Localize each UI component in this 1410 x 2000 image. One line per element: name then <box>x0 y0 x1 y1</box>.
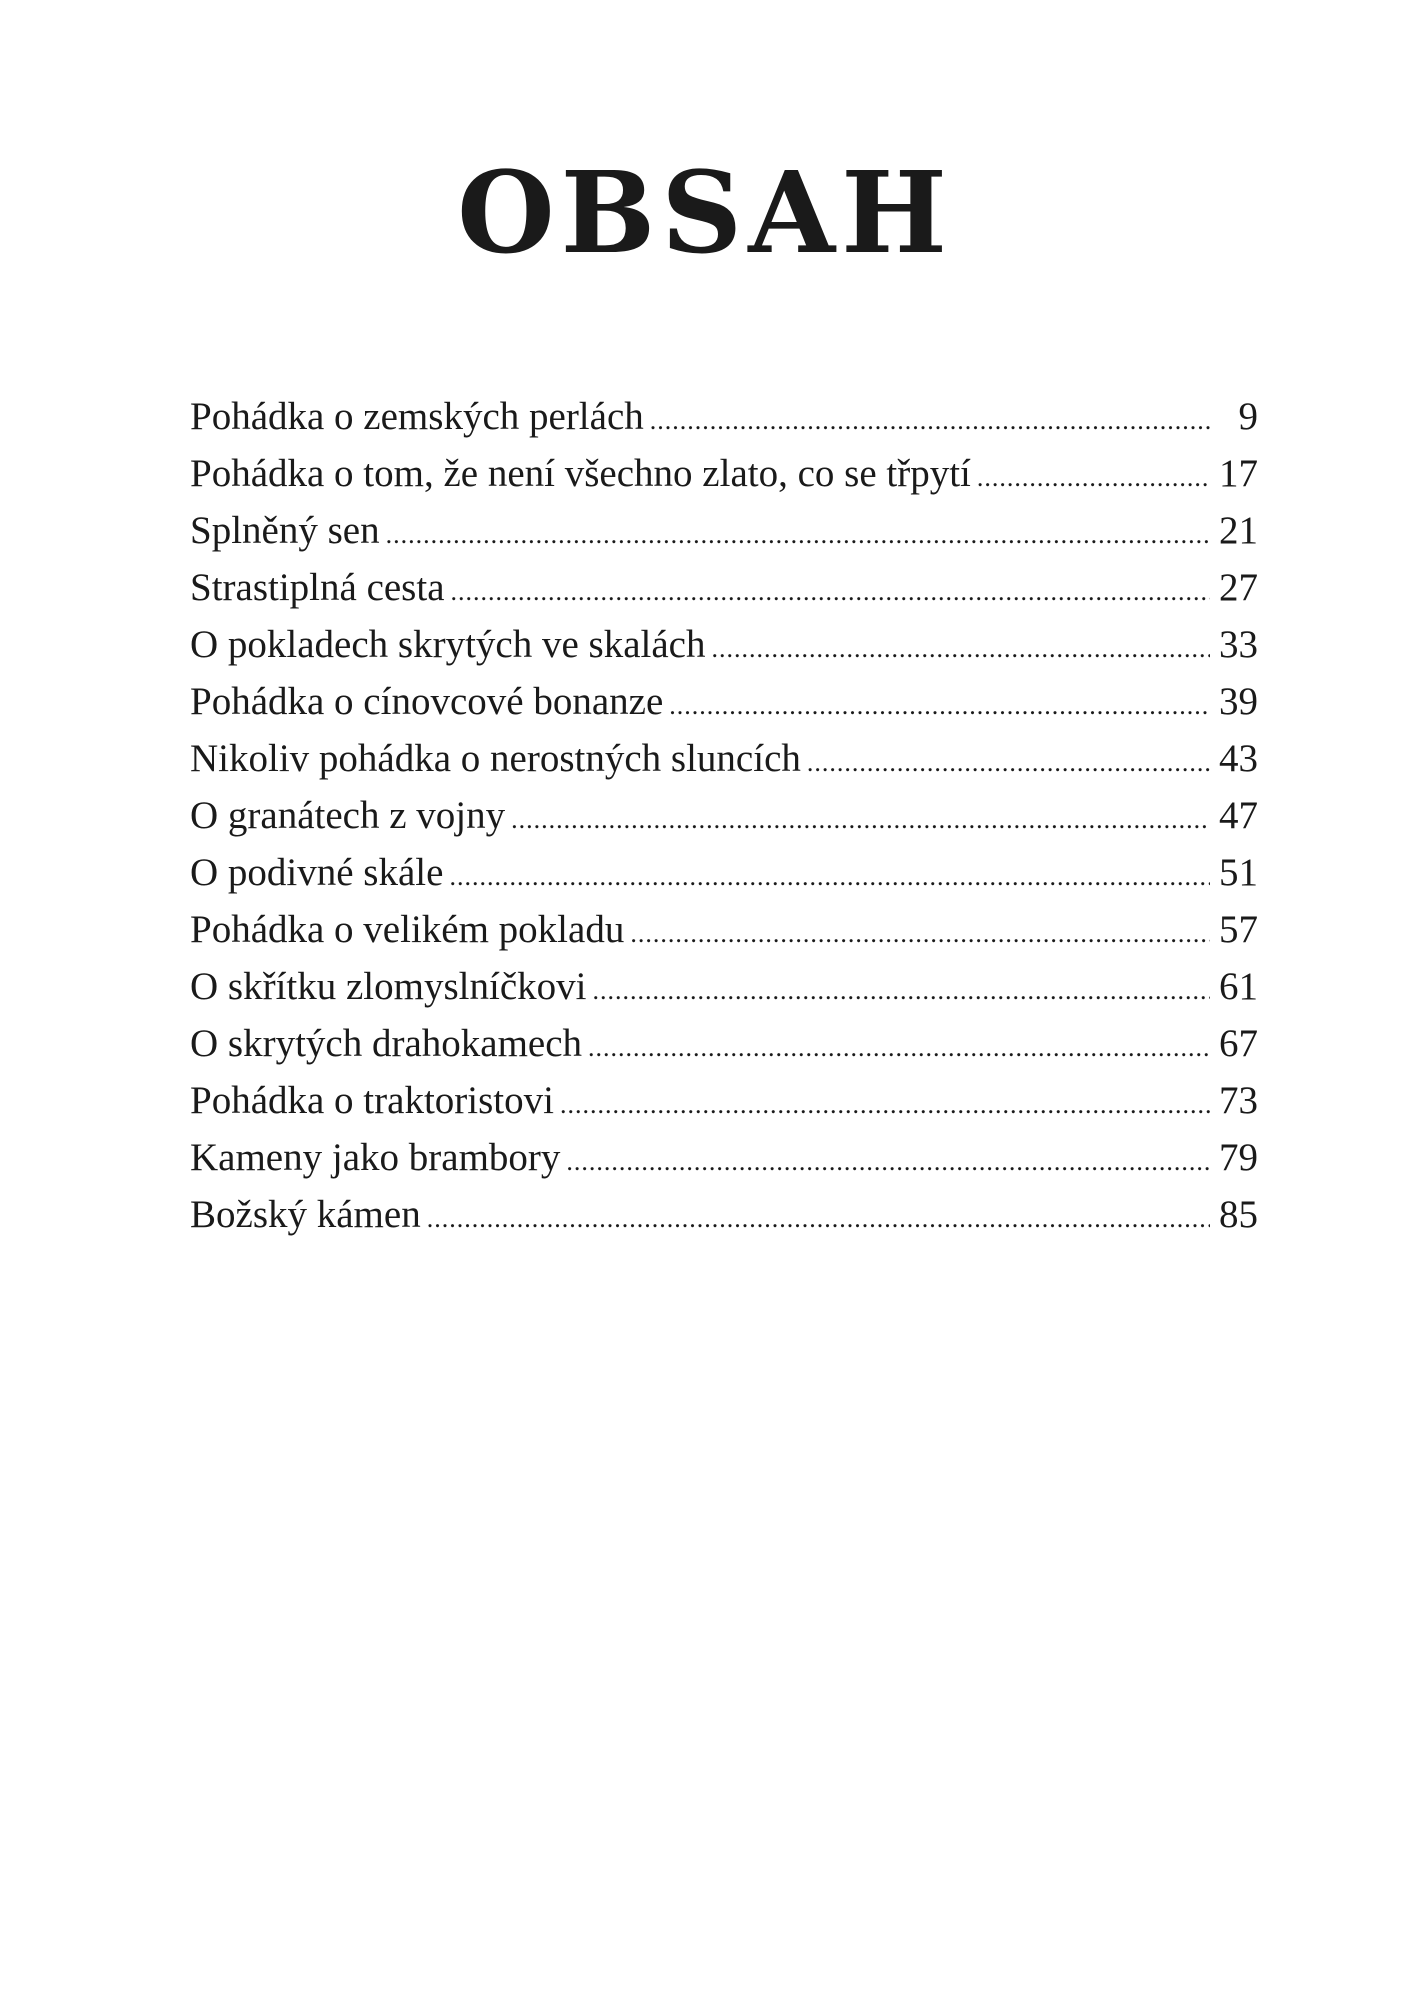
table-of-contents <box>190 388 1258 1243</box>
toc-entry[interactable] <box>190 559 1258 616</box>
toc-entry-page: 85 <box>1219 1193 1258 1236</box>
toc-entry-page: 79 <box>1219 1136 1258 1179</box>
dot-leader <box>511 791 1210 848</box>
toc-entry-page: 73 <box>1219 1079 1258 1122</box>
dot-leader <box>566 1133 1210 1190</box>
toc-entry-title: Pohádka o zemských perlách <box>190 395 644 438</box>
toc-entry-page: 61 <box>1219 965 1258 1008</box>
toc-entry-title: Strastiplná cesta <box>190 566 445 609</box>
dot-leader <box>386 506 1210 563</box>
toc-entry[interactable] <box>190 673 1258 730</box>
dot-leader <box>977 449 1210 506</box>
toc-entry-page: 39 <box>1219 680 1258 723</box>
toc-entry[interactable] <box>190 787 1258 844</box>
toc-entry-title: Pohádka o cínovcové bonanze <box>190 680 664 723</box>
toc-entry-title: O skřítku zlomyslníčkovi <box>190 965 587 1008</box>
dot-leader <box>588 1019 1210 1076</box>
toc-entry-title: Pohádka o velikém pokladu <box>190 908 625 951</box>
dot-leader <box>650 392 1210 449</box>
dot-leader <box>630 905 1210 962</box>
dot-leader <box>592 962 1210 1019</box>
toc-entry-page: 9 <box>1238 395 1258 438</box>
dot-leader <box>807 734 1210 791</box>
toc-entry-title: Božský kámen <box>190 1193 421 1236</box>
toc-entry-title: Kameny jako brambory <box>190 1136 561 1179</box>
toc-entry[interactable] <box>190 730 1258 787</box>
toc-entry-page: 27 <box>1219 566 1258 609</box>
toc-entry[interactable] <box>190 1129 1258 1186</box>
dot-leader <box>451 563 1210 620</box>
toc-entry[interactable] <box>190 1015 1258 1072</box>
toc-entry-page: 17 <box>1219 452 1258 495</box>
dot-leader <box>427 1190 1210 1247</box>
toc-entry[interactable] <box>190 844 1258 901</box>
toc-entry-page: 57 <box>1219 908 1258 951</box>
dot-leader <box>712 620 1211 677</box>
toc-entry-title: O pokladech skrytých ve skalách <box>190 623 706 666</box>
dot-leader <box>449 848 1210 905</box>
dot-leader <box>560 1076 1210 1133</box>
toc-entry[interactable] <box>190 445 1258 502</box>
toc-entry-title: O podivné skále <box>190 851 444 894</box>
toc-entry[interactable] <box>190 1072 1258 1129</box>
toc-entry[interactable] <box>190 388 1258 445</box>
toc-entry-page: 33 <box>1219 623 1258 666</box>
toc-entry-page: 67 <box>1219 1022 1258 1065</box>
toc-entry-title: Nikoliv pohádka o nerostných sluncích <box>190 737 801 780</box>
toc-entry-title: Pohádka o traktoristovi <box>190 1079 554 1122</box>
toc-entry-title: Splněný sen <box>190 509 380 552</box>
toc-entry[interactable] <box>190 1186 1258 1243</box>
toc-entry-page: 47 <box>1219 794 1258 837</box>
toc-entry-title: O granátech z vojny <box>190 794 506 837</box>
toc-entry-page: 43 <box>1219 737 1258 780</box>
toc-entry-page: 21 <box>1219 509 1258 552</box>
toc-entry[interactable] <box>190 502 1258 559</box>
toc-entry[interactable] <box>190 901 1258 958</box>
page-title: OBSAH <box>457 148 953 279</box>
toc-entry[interactable] <box>190 958 1258 1015</box>
toc-entry-title: O skrytých drahokamech <box>190 1022 583 1065</box>
toc-entry-title: Pohádka o tom, že není všechno zlato, co se třpytí <box>190 452 971 495</box>
toc-entry[interactable] <box>190 616 1258 673</box>
dot-leader <box>669 677 1210 734</box>
toc-entry-page: 51 <box>1219 851 1258 894</box>
